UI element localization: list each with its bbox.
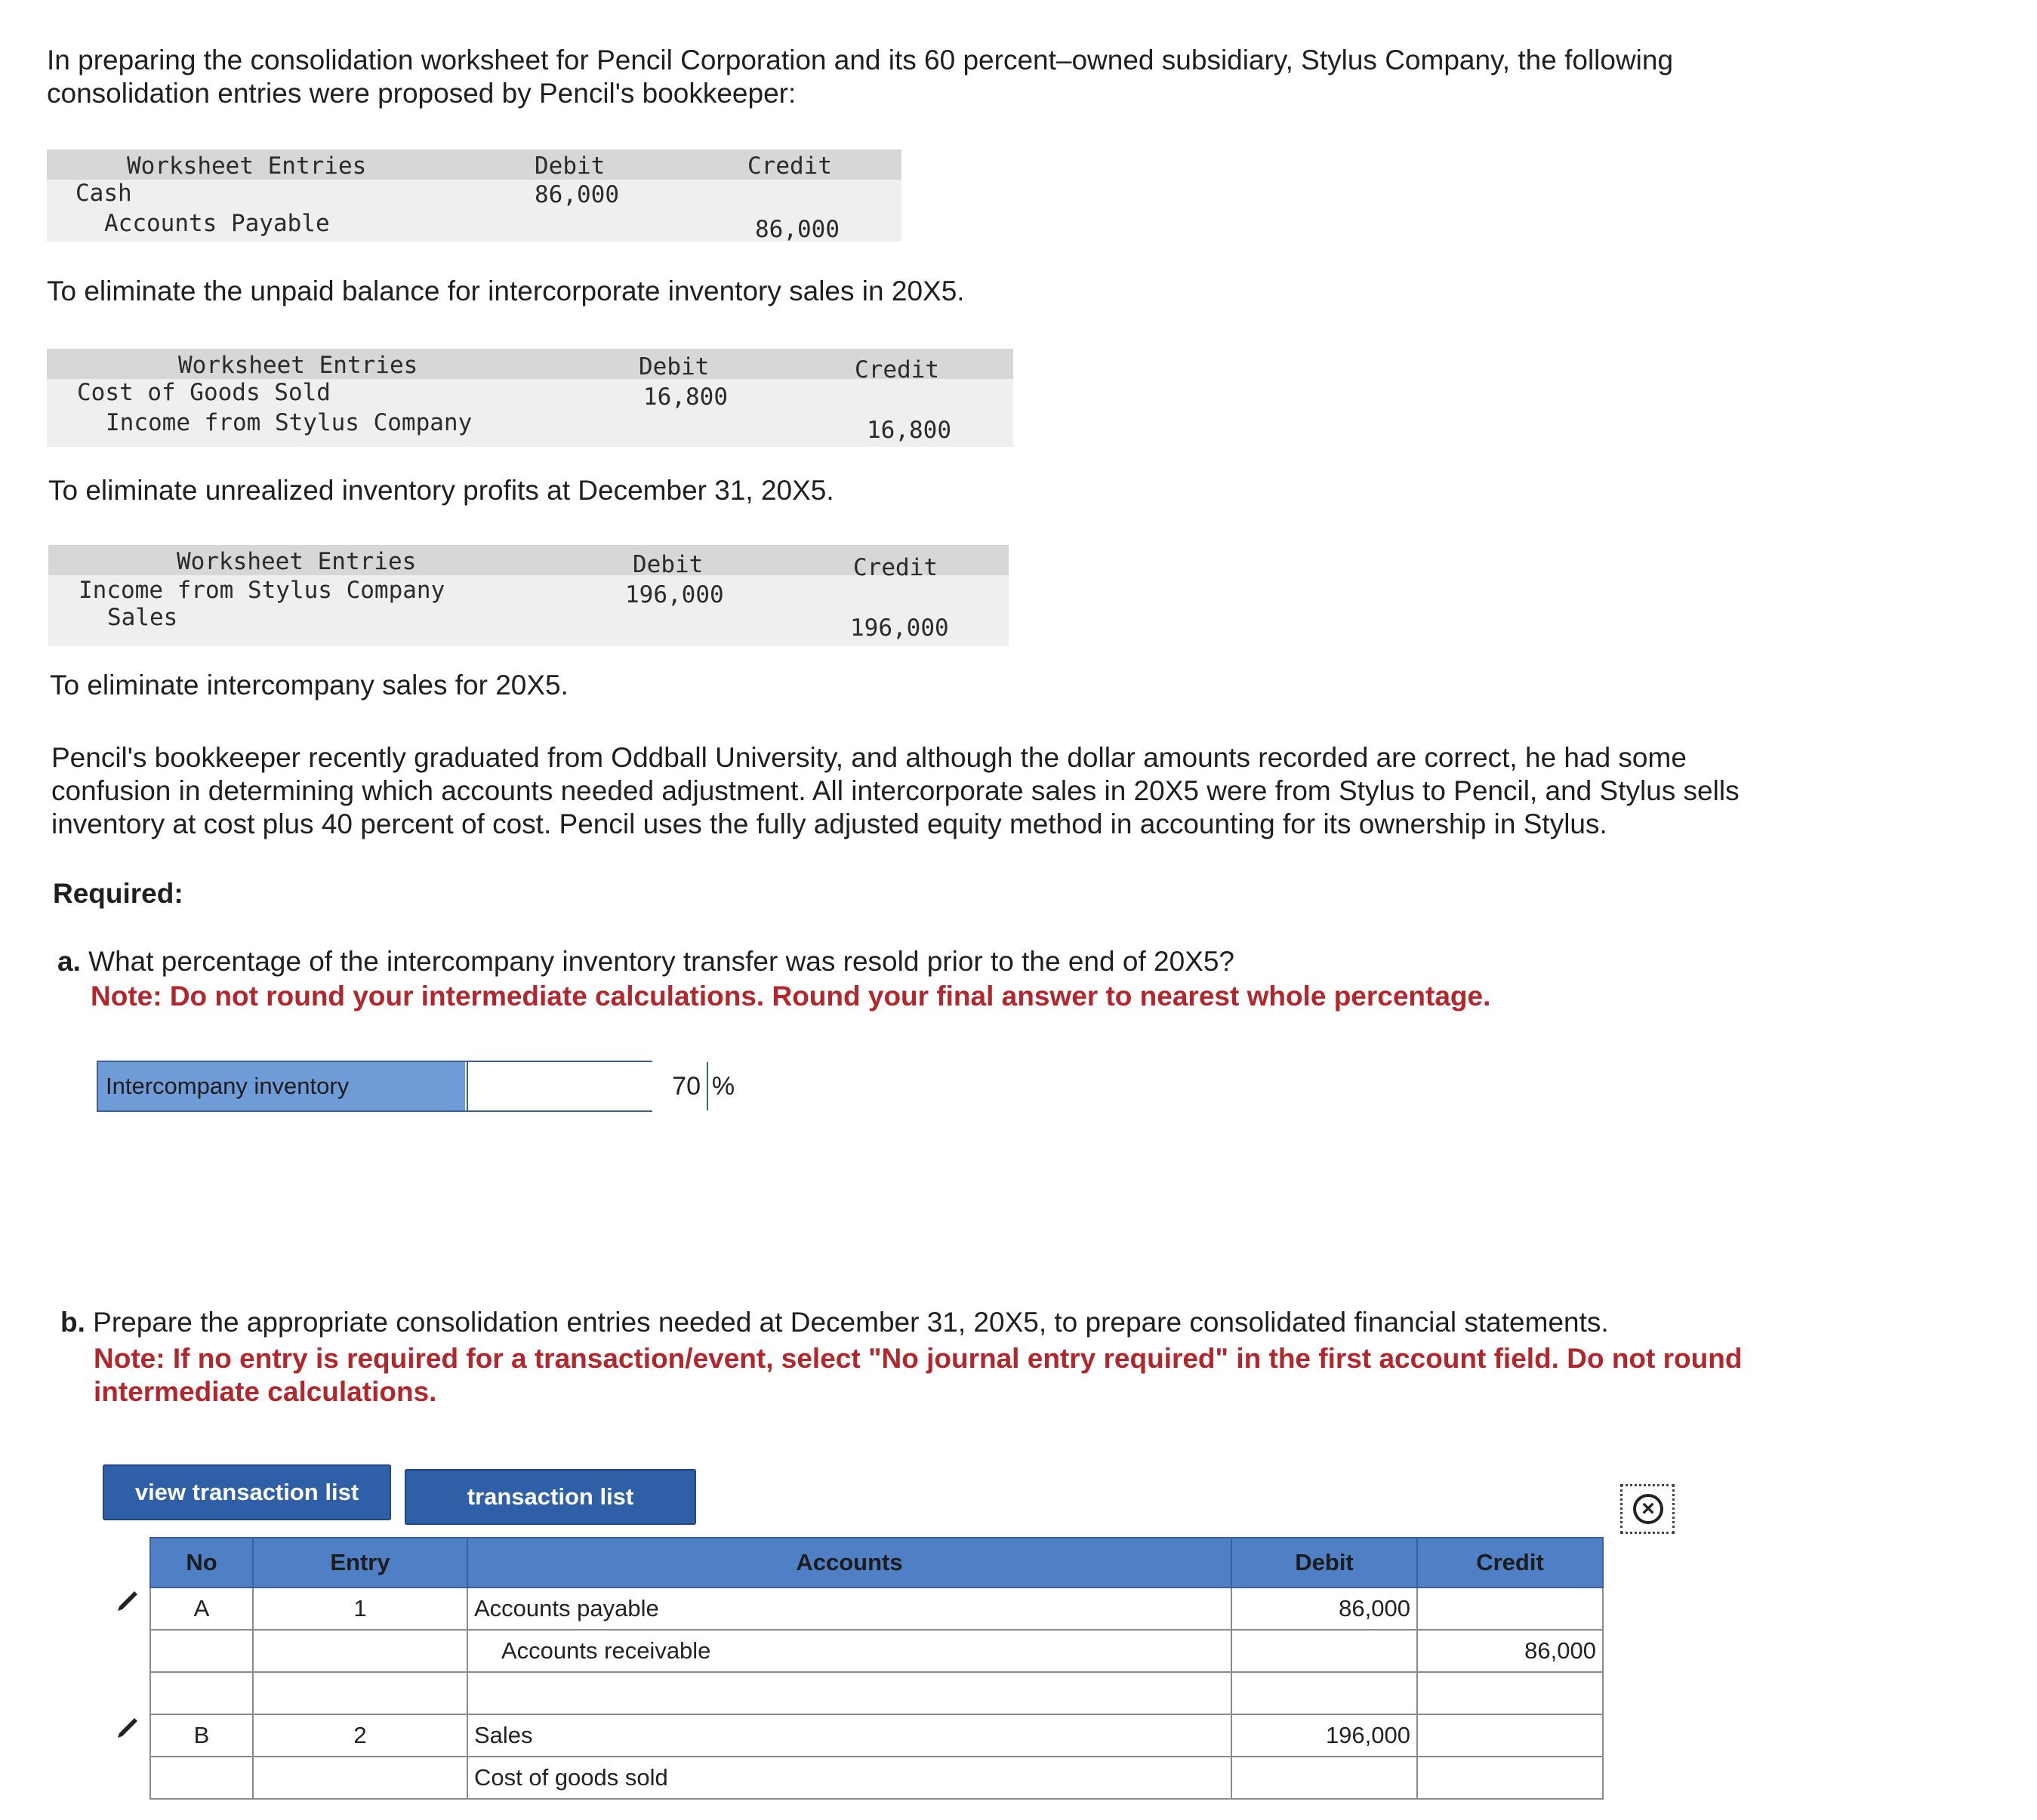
credit-field[interactable] — [1417, 1757, 1603, 1799]
journal-entry-table — [149, 1537, 1604, 1800]
credit-account: Accounts Payable — [104, 210, 330, 237]
view-transaction-list-button[interactable]: view transaction list — [103, 1464, 391, 1520]
debit-field[interactable]: 86,000 — [1231, 1587, 1417, 1630]
column-header-debit: Debit — [1231, 1538, 1417, 1587]
required-heading: Required: — [53, 878, 183, 909]
debit-account: Cost of Goods Sold — [77, 379, 331, 406]
entry-2-note: To eliminate unrealized inventory profits at December 31, 20X5. — [48, 475, 834, 506]
debit-amount: 16,800 — [643, 383, 728, 411]
debit-account: Income from Stylus Company — [79, 577, 445, 604]
row-entry — [253, 1672, 467, 1714]
debit-field[interactable] — [1231, 1672, 1417, 1714]
edit-icon[interactable] — [115, 1715, 140, 1741]
debit-amount: 86,000 — [535, 181, 619, 208]
question-b-note: Note: If no entry is required for a transaction/event, select "No journal entry required" in the first account field. Do not round intermediate calculations. — [94, 1343, 1743, 1407]
credit-account: Income from Stylus Company — [106, 409, 473, 436]
debit-field[interactable]: 196,000 — [1231, 1714, 1417, 1757]
credit-amount: 16,800 — [867, 417, 951, 444]
table-row — [150, 1587, 1603, 1630]
column-header-credit: Credit — [1417, 1538, 1603, 1587]
account-field[interactable]: Accounts payable — [467, 1587, 1231, 1630]
row-no: A — [150, 1587, 253, 1630]
question-a-prefix: a. — [57, 946, 81, 977]
row-entry: 1 — [253, 1587, 467, 1630]
column-header-accounts: Accounts — [467, 1538, 1231, 1587]
debit-heading: Debit — [639, 353, 710, 380]
credit-account: Sales — [107, 604, 178, 631]
credit-heading: Credit — [853, 554, 938, 581]
table-row — [150, 1630, 1603, 1672]
column-header-no: No — [150, 1538, 253, 1587]
worksheet-entries-heading: Worksheet Entries — [127, 152, 367, 180]
row-no — [150, 1757, 253, 1799]
close-button[interactable] — [1620, 1484, 1675, 1534]
entry-3-note: To eliminate intercompany sales for 20X5. — [50, 670, 569, 701]
answer-a-row — [97, 1061, 735, 1112]
credit-amount: 196,000 — [850, 614, 949, 642]
account-field[interactable]: Sales — [467, 1714, 1231, 1757]
debit-amount: 196,000 — [625, 581, 724, 608]
explanation-text: Pencil's bookkeeper recently graduated from Oddball University, and although the dollar amounts recorded are correct, he had some confusion in determining which accounts needed adjustment. All intercorporate sales in 20X5 were from Stylus to Pencil, and Stylus sells inventory at cost plus 40 percent of cost. Pencil uses the fully adjusted equity method in accounting for its ownership in Stylus. — [51, 742, 1740, 839]
question-a — [57, 945, 1567, 978]
close-icon: × — [1633, 1494, 1663, 1524]
account-field[interactable]: Accounts receivable — [467, 1630, 1231, 1672]
credit-heading: Credit — [855, 356, 939, 383]
credit-field[interactable] — [1417, 1714, 1603, 1757]
table-row — [150, 1757, 1603, 1799]
table-row — [150, 1672, 1603, 1714]
question-b-prefix: b. — [60, 1307, 85, 1338]
account-field[interactable] — [467, 1672, 1231, 1714]
row-no: B — [150, 1714, 253, 1757]
debit-field[interactable] — [1231, 1757, 1417, 1799]
edit-icon[interactable] — [115, 1588, 140, 1614]
row-entry — [253, 1757, 467, 1799]
intro-text: In preparing the consolidation worksheet for Pencil Corporation and its 60 percent–owned subsidiary, Stylus Company, the following consolidation entries were proposed by Pencil's bookkeeper: — [47, 45, 1674, 109]
row-no — [150, 1672, 253, 1714]
credit-heading: Credit — [747, 152, 832, 180]
row-entry — [253, 1630, 467, 1672]
transaction-list-tab[interactable]: transaction list — [405, 1469, 696, 1525]
debit-heading: Debit — [633, 551, 704, 578]
row-no — [150, 1630, 253, 1672]
debit-heading: Debit — [535, 152, 606, 180]
debit-account: Cash — [76, 180, 132, 207]
question-a-note: Note: Do not round your intermediate calculations. Round your final answer to nearest whole percentage. — [91, 981, 1491, 1012]
question-a-text: What percentage of the intercompany inventory transfer was resold prior to the end of 20X5? — [88, 946, 1234, 977]
debit-field[interactable] — [1231, 1630, 1417, 1672]
entry-1-note: To eliminate the unpaid balance for intercorporate inventory sales in 20X5. — [47, 276, 965, 306]
table-row — [150, 1714, 1603, 1757]
credit-field[interactable]: 86,000 — [1417, 1630, 1603, 1672]
credit-amount: 86,000 — [755, 216, 840, 243]
account-field[interactable]: Cost of goods sold — [467, 1757, 1231, 1799]
question-b-text: Prepare the appropriate consolidation entries needed at December 31, 20X5, to prepare consolidated financial statements. — [93, 1307, 1609, 1338]
credit-field[interactable] — [1417, 1587, 1603, 1630]
worksheet-entries-heading: Worksheet Entries — [178, 352, 418, 379]
question-b — [60, 1306, 1872, 1339]
answer-a-label: Intercompany inventory — [98, 1062, 465, 1110]
column-header-entry: Entry — [253, 1538, 467, 1587]
row-entry: 2 — [253, 1714, 467, 1757]
journal-header-row — [150, 1538, 1603, 1587]
worksheet-entries-heading: Worksheet Entries — [177, 548, 417, 575]
percent-unit: % — [707, 1062, 738, 1110]
answer-a-input[interactable]: 70 — [467, 1062, 707, 1110]
credit-field[interactable] — [1417, 1672, 1603, 1714]
